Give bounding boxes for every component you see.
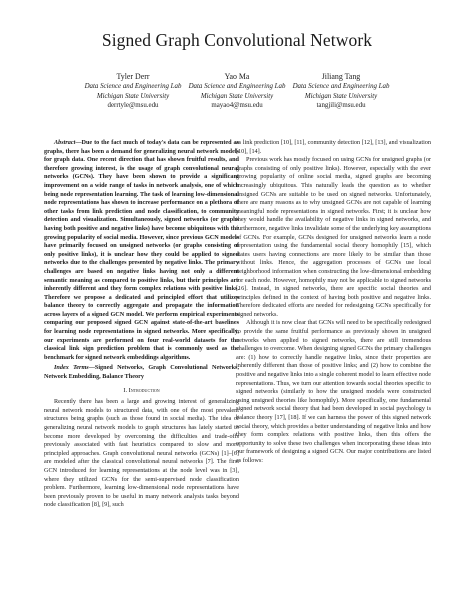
right-column	[236, 139, 431, 466]
author-university: Michigan State University	[200, 92, 274, 100]
paper-title: Signed Graph Convolutional Network	[101, 30, 373, 50]
index-terms-lead: Index Terms	[54, 364, 89, 372]
author-block	[266, 72, 416, 111]
left-column	[44, 139, 239, 510]
section-heading: I. Introduction	[123, 386, 160, 394]
author-email: mayao4@msu.edu	[211, 102, 263, 110]
abstract	[44, 139, 239, 362]
body-paragraph: Previous work has mostly focused on using GCNs for unsigned graphs (or graphs consisting of only positive links). However, especially with the ever growing popularity of online social media, signed graphs are becoming increasingly ubiquitous. This naturally leads the question as to whether unsigned GCNs are suitable to be used on signed networks. Unfortunately, there are many reasons as to why unsigned GCNs are not capable of learning meaningful node representations in signed networks. First; it is unclear how they would handle the availability of negative links in signed networks, and furthermore, negative links invalidate some of the underlying key assumptions of GCNs. For example, GCNs designed for unsigned networks learn a node representation using the fundamental social theory homophily [15], which states users having connections are more likely to be similar than those without links. Hence, the aggregation processes of GCNs use local neighborhood information when constructing the low-dimensional embedding for each node. However, homophily may not be applicable to signed networks [16]. Instead, in signed networks, there are specific social theories and principles defined in the context of having both positive and negative links. Therefore dedicated efforts are needed for redesigning GCNs specifically for signed networks.	[236, 156, 431, 318]
author-name: Yao Ma	[224, 72, 250, 81]
index-terms	[44, 364, 239, 381]
author-lab: Data Science and Engineering Lab	[84, 83, 182, 90]
author-lab: Data Science and Engineering Lab	[292, 83, 390, 90]
body-paragraph: Although it is now clear that GCNs will need to be specifically redesigned to provide the same fruitful performance as previously shown in unsigned networks when applied to signed networks, there are still tremendous challenges to overcome. When designing signed GCNs the primary challenges are: (1) how to correctly handle negative links, since their properties are inherently different than those of positive links; and (2) how to combine the positive and negative links into a single coherent model to learn effective node representations. Thus, we turn our attention towards social theories specific to signed networks (similarly to how the unsigned models were constructed using unsigned theories like homophily). More specifically, one fundamental signed network social theory that had been developed in social psychology is balance theory [17], [18]. If we can harness the power of this signed network social theory, which provides a better understanding of negative links and how they form complex relations with positive links, then this offers the opportunity to solve these two challenges when incorporating these ideas into our framework of designing a signed GCN. Our major contributions are listed as follows:	[236, 319, 431, 464]
author-lab: Data Science and Engineering Lab	[188, 83, 286, 90]
author-university: Michigan State University	[96, 92, 170, 100]
author-name: Jiliang Tang	[321, 72, 361, 81]
abstract-text: —Due to the fact much of today's data can be represented as graphs, there has been a demand for generalizing neural network models for graph data. One recent direction that has shown fruitful results, and therefore growing interest, is the usage of graph convolutional neural networks (GCNs). They have been shown to provide a significant improvement on a wide range of tasks in network analysis, one of which being node representation learning. The task of learning low-dimensional node representations has shown to increase performance on a plethora of other tasks from link prediction and node classification, to community detection and visualization. Simultaneously, signed networks (or graphs having both positive and negative links) have become ubiquitous with the growing popularity of social media. However, since previous GCN models have primarily focused on unsigned networks (or graphs consisting of only positive links), it is unclear how they could be applied to signed networks due to the challenges presented by negative links. The primary challenges are based on negative links having not only a different semantic meaning as compared to positive links, but their principles are inherently different and they form complex relations with positive links. Therefore we propose a dedicated and principled effort that utilizes balance theory to correctly aggregate and propagate the information across layers of a signed GCN model. We perform empirical experiments comparing our proposed signed GCN against state-of-the-art baselines for learning node representations in signed networks. More specifically, our experiments are performed on four real-world datasets for the classical link sign prediction problem that is commonly used as the benchmark for signed network embeddings algorithms.	[44, 139, 239, 361]
body-paragraph: Recently there has been a large and growing interest of generalizing neural network models to structured data, with one of the most prevalent structures being graphs (such as those found in social media). The idea of generalizing neural network models to graph structures has lately started to become more developed by overcoming the difficulties and trade-offs previously associated with fast heuristics compared to slow and more principled approaches. Graph convolutional neural networks (GCNs) [1]–[6] are modeled after the classical convolutional neural networks [7]. The first GCN introduced for learning representations at the node level was in [3], where they utilized GCNs for the semi-supervised node classification problem. Furthermore, learning low-dimensional node representations have been previously proven to be useful in many network analysis tasks beyond node classification [8], [9], such	[44, 398, 239, 509]
author-university: Michigan State University	[304, 92, 378, 100]
author-email: tangjili@msu.edu	[316, 102, 366, 110]
index-terms-text: —Signed Networks, Graph Convolutional Networks, Network Embedding, Balance Theory	[44, 364, 239, 381]
author-name: Tyler Derr	[116, 72, 150, 81]
body-paragraph: as link prediction [10], [11], community detection [12], [13], and visualization [10], [14].	[236, 139, 431, 155]
abstract-lead: Abstract	[54, 139, 76, 146]
author-email: derrtyle@msu.edu	[107, 102, 159, 110]
